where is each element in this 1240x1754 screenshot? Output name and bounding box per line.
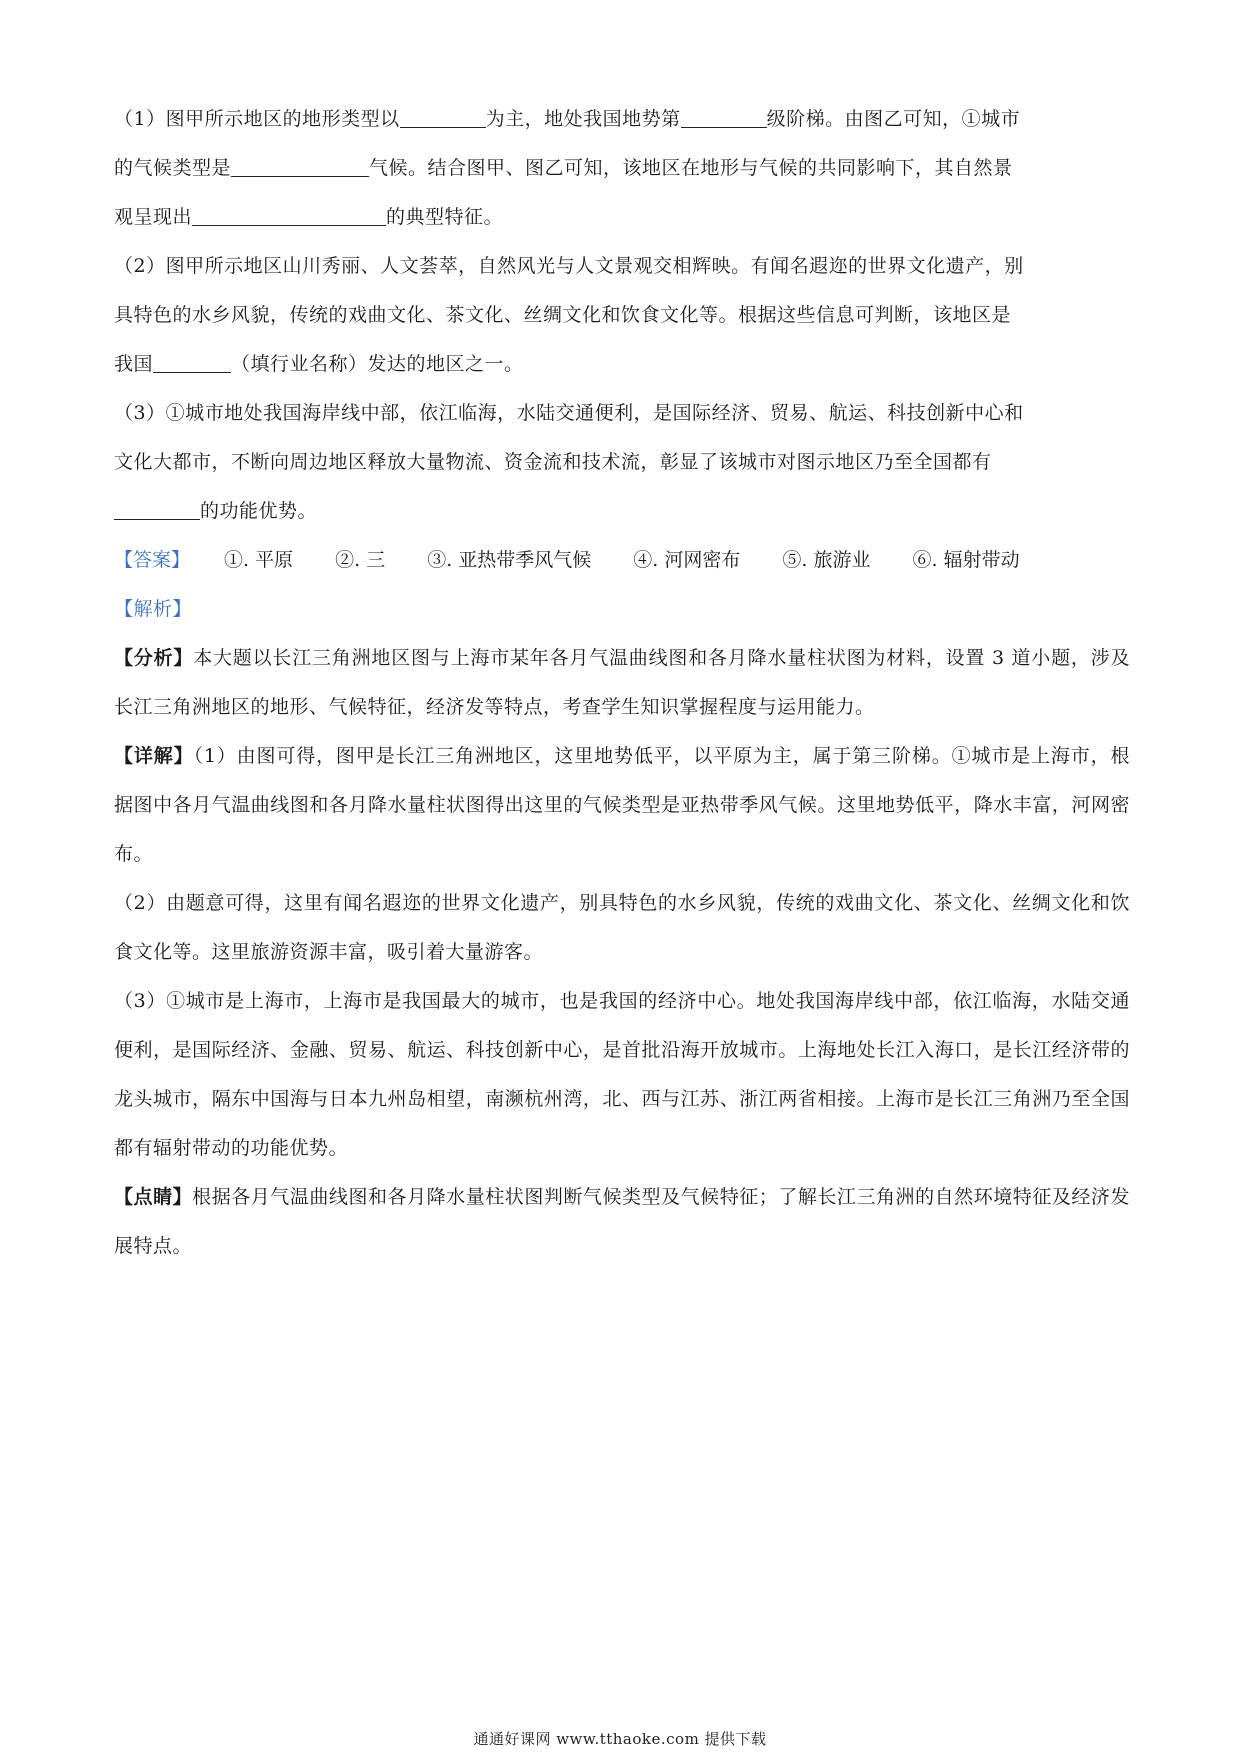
dianjing-text: 根据各月气温曲线图和各月降水量柱状图判断气候类型及气候特征；了解长江三角洲的自然环境特征及经济发展特点。 xyxy=(114,1186,1130,1257)
analysis-fenxi xyxy=(114,634,1130,732)
q3-line-1: （3）①城市地处我国海岸线中部，依江临海，水陆交通便利，是国际经济、贸易、航运、科技创新中心和 xyxy=(114,402,1024,424)
q3-text-1: 的功能优势。 xyxy=(200,500,318,522)
answer-item-5: ⑤. 旅游业 xyxy=(782,549,871,571)
analysis-xiangjie-2: （2）由题意可得，这里有闻名遐迩的世界文化遗产，别具特色的水乡风貌，传统的戏曲文化、茶文化、丝绸文化和饮食文化等。这里旅游资源丰富，吸引着大量游客。 xyxy=(114,892,1130,963)
answer-item-3: ③. 亚热带季风气候 xyxy=(427,549,592,571)
question-1 xyxy=(114,95,1130,242)
dianjing-tag: 【点睛】 xyxy=(114,1186,193,1208)
answer-item-6: ⑥. 辐射带动 xyxy=(912,549,1020,571)
q2-line-2: 具特色的水乡风貌，传统的戏曲文化、茶文化、丝绸文化和饮食文化等。根据这些信息可判断，该地区是 xyxy=(114,304,1012,326)
document-body xyxy=(114,95,1130,1271)
question-2 xyxy=(114,242,1130,389)
question-3 xyxy=(114,389,1130,536)
xiangjie-tag: 【详解】 xyxy=(114,745,194,767)
answer-item-2: ②. 三 xyxy=(335,549,386,571)
page-footer: 通通好课网 www.tthaoke.com 提供下载 xyxy=(473,1730,767,1748)
analysis-dianjing xyxy=(114,1173,1130,1271)
q3-line-2: 文化大都市，不断向周边地区释放大量物流、资金流和技术流，彰显了该城市对图示地区乃至全国都有 xyxy=(114,451,992,473)
answer-tag: 【答案】 xyxy=(114,549,191,571)
analysis-xiangjie-3: （3）①城市是上海市，上海市是我国最大的城市，也是我国的经济中心。地处我国海岸线中部，依江临海，水陆交通便利，是国际经济、金融、贸易、航运、科技创新中心，是首批沿海开放城市。上海地处长江入海口，是长江经济带的龙头城市，隔东中国海与日本九州岛相望，南濒杭州湾，北、西与江苏、浙江两省相接。上海市是长江三角洲乃至全国都有辐射带动的功能优势。 xyxy=(114,990,1130,1159)
answer-item-1: ①. 平原 xyxy=(224,549,294,571)
answer-item-4: ④. 河网密布 xyxy=(633,549,741,571)
q1-text-5: 气候。结合图甲、图乙可知，该地区在地形与气候的共同影响下，其自然景 xyxy=(369,157,1013,179)
answer-blank-4 xyxy=(192,203,386,226)
q1-text-7: 的典型特征。 xyxy=(386,206,504,228)
answer-row xyxy=(114,536,1130,585)
fenxi-tag: 【分析】 xyxy=(114,647,194,669)
answer-blank-5 xyxy=(153,350,231,373)
q2-text-2: （填行业名称）发达的地区之一。 xyxy=(231,353,524,375)
answer-blank-6 xyxy=(114,497,200,520)
q2-line-1: （2）图甲所示地区山川秀丽、人文荟萃，自然风光与人文景观交相辉映。有闻名遐迩的世界文化遗产，别 xyxy=(114,255,1024,277)
xiangjie-text-1: （1）由图可得，图甲是长江三角洲地区，这里地势低平，以平原为主，属于第三阶梯。①城市是上海市，根据图中各月气温曲线图和各月降水量柱状图得出这里的气候类型是亚热带季风气候。这里地势低平，降水丰富，河网密布。 xyxy=(114,745,1130,865)
analysis-tag: 【解析】 xyxy=(114,598,193,620)
q1-text-3: 级阶梯。由图乙可知，①城市 xyxy=(766,108,1021,130)
q1-text-6: 观呈现出 xyxy=(114,206,193,228)
answer-blank-2 xyxy=(681,105,767,128)
q2-text-1: 我国 xyxy=(114,353,154,375)
answer-blank-3 xyxy=(231,154,369,177)
answer-blank-1 xyxy=(400,105,486,128)
q1-text-2: 为主，地处我国地势第 xyxy=(485,108,681,130)
analysis-xiangjie-1 xyxy=(114,732,1130,879)
q1-text-1: （1）图甲所示地区的地形类型以 xyxy=(114,108,400,130)
q1-text-4: 的气候类型是 xyxy=(114,157,232,179)
fenxi-text: 本大题以长江三角洲地区图与上海市某年各月气温曲线图和各月降水量柱状图为材料，设置 3 道小题，涉及长江三角洲地区的地形、气候特征，经济发等特点，考查学生知识掌握程度与运用能力。 xyxy=(114,647,1130,718)
